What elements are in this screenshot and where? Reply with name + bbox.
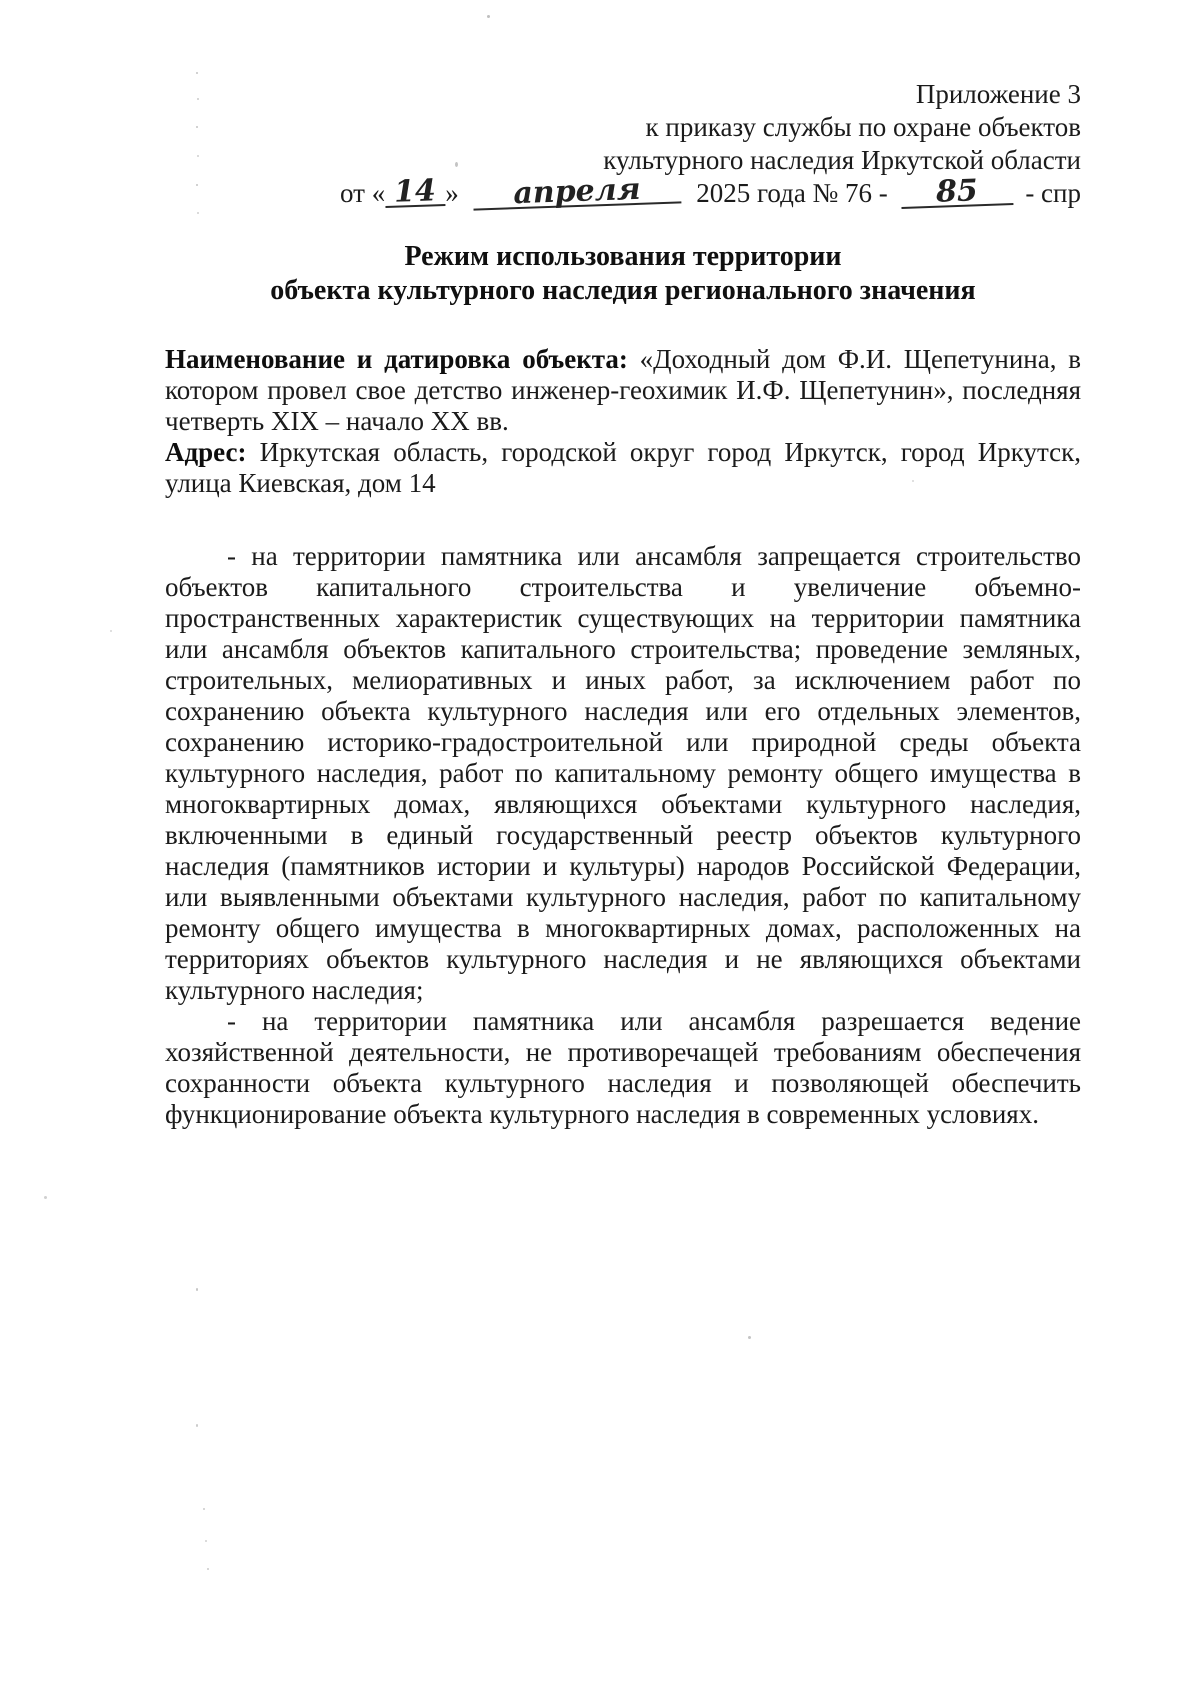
object-name-value: «Доходный дом Ф.И. Щепетунина, в котором провел свое детство инженер-геохимик И.Ф. Щепетунин», последняя четверть XIX – начало XX вв. <box>165 344 1081 436</box>
document-title-line-2: объекта культурного наследия регионального значения <box>270 275 976 306</box>
scan-artifact <box>196 1424 198 1427</box>
order-reference-line-1: к приказу службы по охране объектов <box>645 112 1081 142</box>
scan-artifact <box>748 1336 751 1339</box>
handwritten-month: апреля <box>473 175 682 210</box>
object-address-paragraph <box>165 437 1081 499</box>
handwritten-order-number: 85 <box>900 177 1013 209</box>
document-title <box>165 240 1081 308</box>
order-date-line <box>165 171 1081 212</box>
scan-artifact <box>196 72 198 74</box>
scan-artifact <box>205 1540 207 1542</box>
scan-artifact <box>203 1508 205 1510</box>
scan-artifact <box>207 1568 209 1570</box>
scan-artifact <box>487 15 490 18</box>
appendix-number: Приложение 3 <box>915 79 1081 109</box>
scan-artifact <box>44 1196 47 1199</box>
object-address-value: Иркутская область, городской округ город Иркутск, город Иркутск, улица Киевская, дом 14 <box>165 437 1082 498</box>
object-address-label: Адрес: <box>165 437 247 467</box>
appendix-header <box>165 78 1081 210</box>
scan-artifact <box>110 630 112 632</box>
date-close-quote: » <box>445 178 459 208</box>
document-title-line-1: Режим использования территории <box>404 241 842 272</box>
date-middle: 2025 года № 76 - <box>696 178 888 208</box>
object-info-block <box>165 344 1081 499</box>
permission-paragraph: - на территории памятника или ансамбля разрешается ведение хозяйственной деятельности, не противоречащей требованиям обеспечения сохранности объекта культурного наследия и позволяющей обеспечить функционирование объекта культурного наследия в современных условиях. <box>165 1006 1081 1129</box>
order-reference-line-2: культурного наследия Иркутской области <box>603 145 1081 175</box>
date-suffix: - спр <box>1025 178 1081 208</box>
prohibition-paragraph: - на территории памятника или ансамбля запрещается строительство объектов капитального строительства и увеличение объемно-пространственных характеристик существующих на территории памятника или ансамбля объектов капитального строительства; проведение земляных, строительных, мелиоративных и иных работ, за исключением работ по сохранению объекта культурного наследия или его отдельных элементов, сохранению историко-градостроительной или природной среды объекта культурного наследия, работ по капитальному ремонту общего имущества в многоквартирных домах, являющихся объектами культурного наследия, включенными в единый государственный реестр объектов культурного наследия (памятников истории и культуры) народов Российской Федерации, или выявленными объектами культурного наследия, работ по капитальному ремонту общего имущества в многоквартирных домах, расположенных на территориях объектов культурного наследия и не являющихся объектами культурного наследия; <box>165 541 1081 1005</box>
document-content <box>165 78 1081 1130</box>
regime-body <box>165 541 1081 1130</box>
handwritten-day: 14 <box>385 178 446 208</box>
object-name-paragraph <box>165 344 1081 437</box>
object-name-label: Наименование и датировка объекта: <box>165 344 628 374</box>
scan-artifact <box>196 1288 198 1291</box>
date-prefix: от « <box>340 178 386 208</box>
